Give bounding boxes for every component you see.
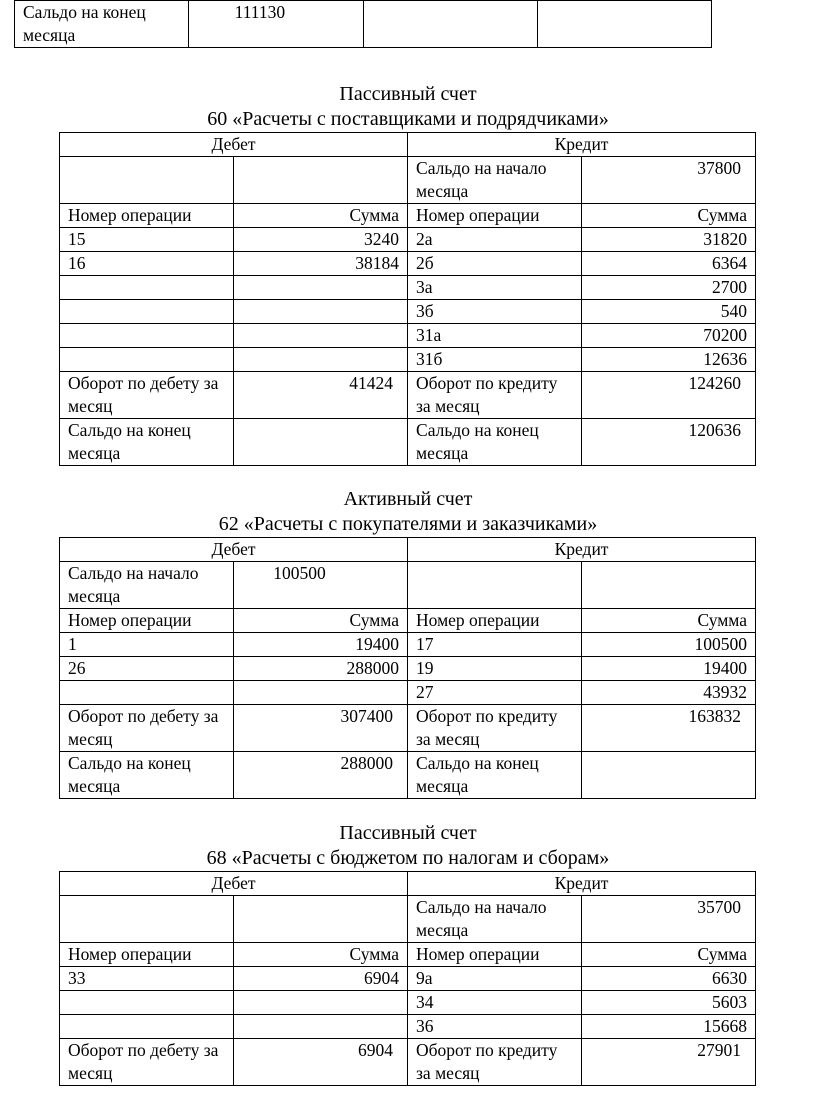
debit-op: 26 [60,657,234,681]
opening-balance-credit: 37800 [582,157,756,204]
empty-cell [363,1,537,48]
debit-op [60,300,234,324]
credit-op: 31а [408,324,582,348]
credit-op: 2а [408,228,582,252]
turnover-credit-label: Оборот по кредиту за месяц [408,372,582,419]
table-row [60,967,756,991]
credit-header: Кредит [408,133,756,157]
empty-cell [582,562,756,609]
account-68-type: Пассивный счет [339,822,477,844]
empty-cell [234,157,408,204]
debit-op-number-header: Номер операции [60,943,234,967]
account-62-type: Активный счет [343,488,473,510]
credit-sum: 43932 [582,681,756,705]
credit-sum: 19400 [582,657,756,681]
table-row [60,991,756,1015]
credit-sum: 15668 [582,1015,756,1039]
debit-header: Дебет [60,133,408,157]
turnover-credit-label: Оборот по кредиту за месяц [408,1039,582,1086]
debit-sum [234,276,408,300]
closing-balance-credit: 120636 [582,419,756,466]
turnover-debit-value: 6904 [234,1039,408,1086]
credit-sum-header: Сумма [582,204,756,228]
account-62-table [59,537,756,799]
credit-sum: 5603 [582,991,756,1015]
table-row [60,300,756,324]
table-row [60,1015,756,1039]
debit-op [60,991,234,1015]
turnover-debit-label: Оборот по дебету за месяц [60,705,234,752]
credit-sum-header: Сумма [582,609,756,633]
opening-balance-label: Сальдо на начало месяца [408,157,582,204]
credit-sum: 540 [582,300,756,324]
debit-sum [234,991,408,1015]
turnover-credit-value: 163832 [582,705,756,752]
closing-balance-credit-label: Сальдо на конец месяца [408,752,582,799]
debit-sum: 6904 [234,967,408,991]
credit-header: Кредит [408,872,756,896]
credit-op: 19 [408,657,582,681]
credit-op-number-header: Номер операции [408,204,582,228]
credit-header: Кредит [408,538,756,562]
debit-header: Дебет [60,872,408,896]
closing-balance-debit-label: Сальдо на конец месяца [60,752,234,799]
empty-cell [582,752,756,799]
credit-op: 27 [408,681,582,705]
turnover-debit-value: 307400 [234,705,408,752]
empty-cell [408,562,582,609]
turnover-credit-label: Оборот по кредиту за месяц [408,705,582,752]
credit-sum: 6630 [582,967,756,991]
debit-sum: 19400 [234,633,408,657]
debit-sum [234,324,408,348]
debit-op-number-header: Номер операции [60,609,234,633]
account-68-table [59,871,756,1086]
debit-op [60,324,234,348]
debit-op: 16 [60,252,234,276]
debit-op [60,276,234,300]
credit-op: 2б [408,252,582,276]
turnover-debit-value: 41424 [234,372,408,419]
empty-cell [60,157,234,204]
debit-sum [234,681,408,705]
debit-op: 15 [60,228,234,252]
credit-op: 3б [408,300,582,324]
turnover-debit-label: Оборот по дебету за месяц [60,1039,234,1086]
empty-cell [537,1,711,48]
credit-sum: 2700 [582,276,756,300]
debit-op [60,681,234,705]
table-row [60,252,756,276]
debit-op [60,1015,234,1039]
debit-op [60,348,234,372]
table-row [60,633,756,657]
closing-balance-debit: 288000 [234,752,408,799]
empty-cell [234,896,408,943]
credit-op: 31б [408,348,582,372]
debit-sum [234,348,408,372]
closing-balance-fragment-table [14,0,712,48]
closing-balance-debit-label: Сальдо на конец месяца [60,419,234,466]
credit-op: 9а [408,967,582,991]
table-row [60,348,756,372]
credit-op: 36 [408,1015,582,1039]
credit-op-number-header: Номер операции [408,943,582,967]
credit-op: 3а [408,276,582,300]
debit-sum-header: Сумма [234,943,408,967]
credit-op: 17 [408,633,582,657]
closing-balance-value: 111130 [189,1,363,48]
closing-balance-credit-label: Сальдо на конец месяца [408,419,582,466]
opening-balance-label: Сальдо на начало месяца [60,562,234,609]
table-row [60,657,756,681]
debit-sum: 38184 [234,252,408,276]
opening-balance-label: Сальдо на начало месяца [408,896,582,943]
opening-balance-debit: 100500 [234,562,408,609]
table-row [60,681,756,705]
closing-balance-label: Сальдо на конец месяца [15,1,189,48]
table-row [60,276,756,300]
debit-sum [234,300,408,324]
empty-cell [234,419,408,466]
turnover-credit-value: 124260 [582,372,756,419]
credit-sum: 12636 [582,348,756,372]
debit-op-number-header: Номер операции [60,204,234,228]
credit-sum: 100500 [582,633,756,657]
credit-sum-header: Сумма [582,943,756,967]
debit-header: Дебет [60,538,408,562]
credit-sum: 31820 [582,228,756,252]
empty-cell [60,896,234,943]
account-60-table [59,132,756,466]
debit-op: 1 [60,633,234,657]
turnover-debit-label: Оборот по дебету за месяц [60,372,234,419]
debit-sum-header: Сумма [234,204,408,228]
debit-sum: 3240 [234,228,408,252]
account-68-name: 68 «Расчеты с бюджетом по налогам и сборам» [206,847,610,869]
table-row [60,324,756,348]
account-60-type: Пассивный счет [339,83,477,105]
credit-sum: 70200 [582,324,756,348]
turnover-credit-value: 27901 [582,1039,756,1086]
account-60-name: 60 «Расчеты с поставщиками и подрядчиками» [207,108,609,130]
credit-op: 34 [408,991,582,1015]
account-62-name: 62 «Расчеты с покупателями и заказчиками» [218,513,598,535]
table-row [60,228,756,252]
credit-sum: 6364 [582,252,756,276]
debit-sum: 288000 [234,657,408,681]
opening-balance-credit: 35700 [582,896,756,943]
credit-op-number-header: Номер операции [408,609,582,633]
debit-sum [234,1015,408,1039]
debit-sum-header: Сумма [234,609,408,633]
debit-op: 33 [60,967,234,991]
